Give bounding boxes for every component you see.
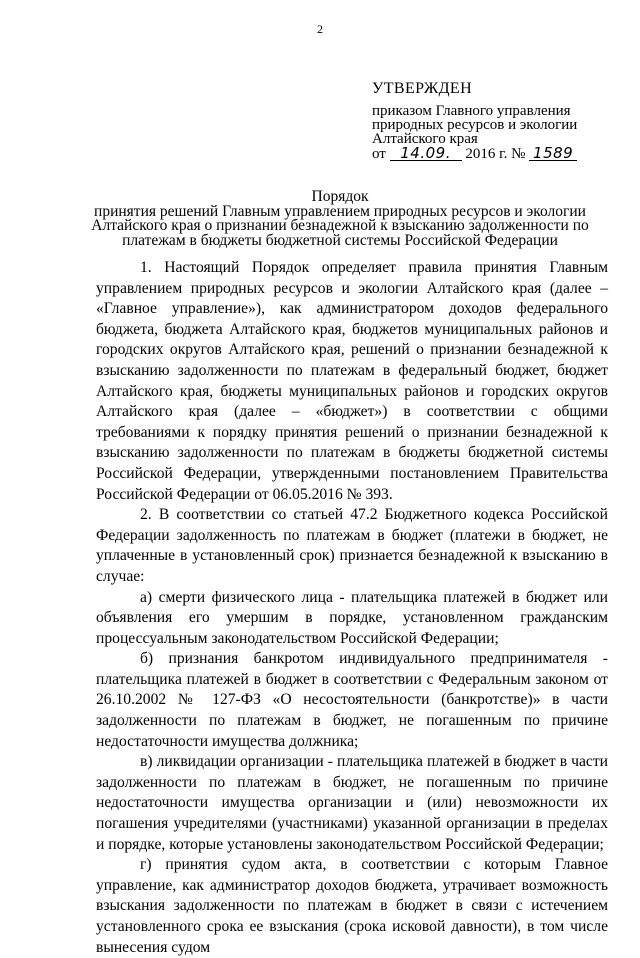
handwritten-order-number: 1589 <box>529 146 577 161</box>
paragraph-2v: в) ликвидации организации - плательщика платежей в бюджет в части задолженности по платежам в бюджет, не погашенным по причине недостаточности имущества организации и (или) невозможности их погашения учредителями (участниками) указанной организации в пределах и порядке, которые установлены законодательством Российской Федерации; <box>96 753 608 853</box>
title-line: Алтайского края о признании безнадежной к взысканию задолженности по <box>91 217 589 235</box>
paragraph-1: 1. Настоящий Порядок определяет правила принятия Главным управлением природных ресурсов и экологии Алтайского края (далее – «Главное управление»), как администратором доходов федерального бюджета, бюджета Алтайского края, бюджетов муниципальных районов и городских округов Алтайского края, решений о признании безнадежной к взысканию задолженности по платежам в федеральный бюджет, бюджет Алтайского края, бюджеты муниципальных районов и городских округов Алтайского края (далее – «бюджет») в соответствии с общими требованиями к порядку принятия решений о признании безнадежной к взысканию задолженности по платежам в бюджеты бюджетной системы Российской Федерации, утвержденными постановлением Правительства Российской Федерации от 06.05.2016 № 393. <box>96 259 608 503</box>
paragraph-2b: б) признания банкротом индивидуального предпринимателя - плательщика платежей в бюджет в соответствии с Федеральным законом от 26.10.2002 № 127-ФЗ «О несостоятельности (банкротстве)» в части задолженности по платежам в бюджет, не погашенным по причине недостаточности имущества должника; <box>96 650 608 750</box>
paragraph-2a: а) смерти физического лица - плательщика платежей в бюджет или объявления его умершим в порядке, установленном гражданским процессуальным законодательством Российской Федерации; <box>96 588 608 647</box>
title-line: платежам в бюджеты бюджетной системы Российской Федерации <box>122 231 558 249</box>
page-number: 2 <box>317 22 323 36</box>
approval-order-line: приказом Главного управления <box>372 103 571 119</box>
document-title <box>60 190 620 248</box>
paragraph-2: 2. В соответствии со статьей 47.2 Бюджетного кодекса Российской Федерации задолженность по платежам в бюджет (платежи в бюджет, не уплаченные в установленный срок) признается безнадежной к взысканию в случае: <box>96 506 608 585</box>
approval-order-line: Алтайского края <box>372 131 478 147</box>
year-number-label: 2016 г. № <box>465 146 526 162</box>
approved-heading: УТВЕРЖДЕН <box>372 80 473 97</box>
approval-order-line: природных ресурсов и экологии <box>372 117 578 133</box>
paragraph-2g: г) принятия судом акта, в соответствии с которым Главное управление, как администратор доходов бюджета, утрачивает возможность взыскания задолженности по платежам в бюджет в связи с истечением установленного срока ее взыскания (срока исковой давности), в том числе вынесения судом <box>96 856 608 956</box>
document-body <box>96 258 608 958</box>
approval-stamp <box>372 82 622 161</box>
date-prefix: от <box>372 146 386 162</box>
handwritten-date: 14.09. <box>390 146 462 161</box>
title-line: принятия решений Главным управлением природных ресурсов и экологии <box>94 202 586 220</box>
title-heading: Порядок <box>311 188 369 205</box>
approval-date-line <box>372 146 622 161</box>
